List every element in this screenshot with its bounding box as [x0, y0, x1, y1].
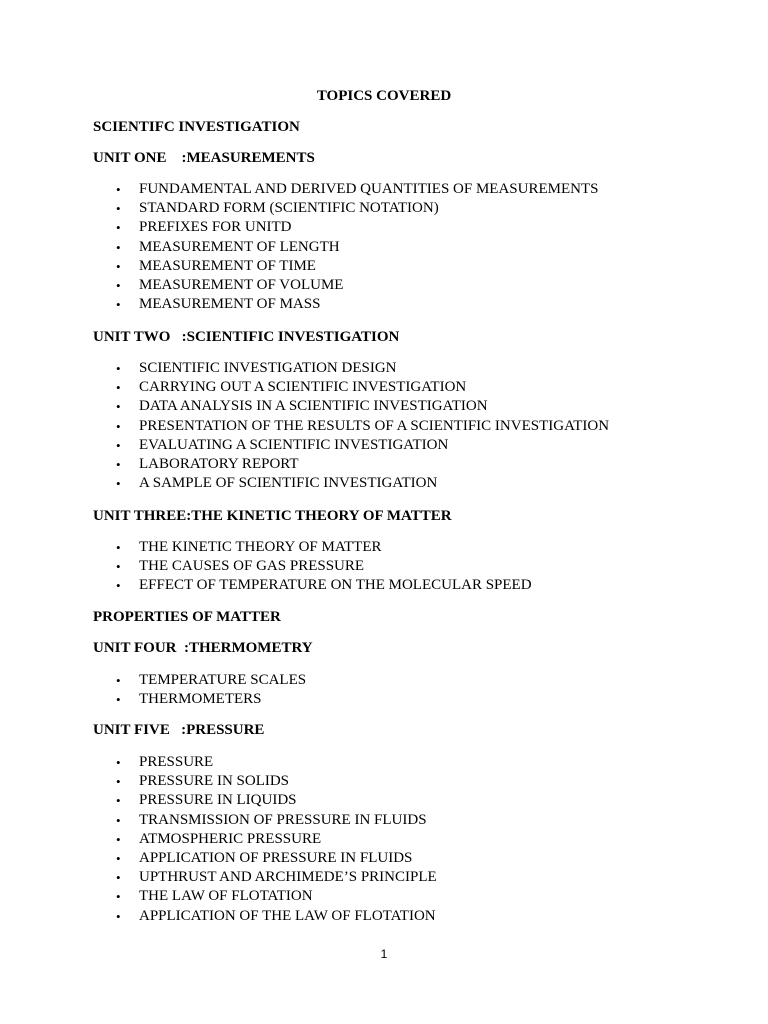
bullet-icon: •: [116, 456, 121, 472]
list-item-text: THERMOMETERS: [139, 691, 262, 708]
bullet-icon: •: [116, 578, 121, 594]
bullet-icon: •: [116, 418, 121, 434]
page-title: TOPICS COVERED: [316, 88, 452, 104]
list-item-text: PRESSURE: [139, 754, 214, 770]
list-item: [93, 397, 609, 416]
list-item-text: PREFIXES FOR UNITD: [139, 219, 292, 236]
bullet-icon: •: [116, 908, 121, 924]
list-item-text: PRESENTATION OF THE RESULTS OF A SCIENTIFIC INVESTIGATION: [139, 417, 610, 434]
list-item: [93, 218, 599, 237]
list-item: [93, 199, 599, 218]
unit-one-topic-list: [93, 180, 599, 314]
bullet-icon: •: [116, 399, 121, 415]
list-item-text: THE CAUSES OF GAS PRESSURE: [139, 558, 365, 575]
list-item-text: APPLICATION OF PRESSURE IN FLUIDS: [139, 849, 413, 866]
list-item-text: UPTHRUST AND ARCHIMEDE’S PRINCIPLE: [139, 869, 437, 886]
bullet-icon: •: [116, 831, 121, 847]
list-item-text: THE KINETIC THEORY OF MATTER: [139, 539, 382, 555]
list-item-text: MEASUREMENT OF VOLUME: [139, 276, 344, 293]
list-item: [93, 557, 532, 576]
list-item: [93, 180, 599, 199]
list-item: [93, 378, 609, 397]
list-item: [93, 690, 306, 709]
list-item: [93, 295, 599, 314]
list-item-text: APPLICATION OF THE LAW OF FLOTATION: [139, 907, 436, 924]
bullet-icon: •: [116, 277, 121, 293]
bullet-icon: •: [116, 870, 121, 886]
list-item-text: TRANSMISSION OF PRESSURE IN FLUIDS: [139, 811, 427, 828]
list-item-text: FUNDAMENTAL AND DERIVED QUANTITIES OF MEASUREMENTS: [139, 181, 599, 197]
bullet-icon: •: [116, 540, 121, 555]
list-item: [93, 907, 437, 926]
list-item-text: MEASUREMENT OF TIME: [139, 257, 316, 274]
unit-one-heading: UNIT ONE :MEASUREMENTS: [93, 150, 315, 166]
bullet-icon: •: [116, 559, 121, 575]
list-item-text: DATA ANALYSIS IN A SCIENTIFIC INVESTIGATION: [139, 398, 488, 415]
list-item-text: EVALUATING A SCIENTIFIC INVESTIGATION: [139, 436, 449, 453]
list-item-text: PRESSURE IN LIQUIDS: [139, 792, 297, 809]
bullet-icon: •: [116, 692, 121, 708]
list-item: [93, 436, 609, 455]
list-item: [93, 671, 306, 690]
list-item-text: STANDARD FORM (SCIENTIFIC NOTATION): [139, 200, 439, 217]
list-item-text: A SAMPLE OF SCIENTIFIC INVESTIGATION: [139, 475, 438, 492]
list-item-text: THE LAW OF FLOTATION: [139, 888, 313, 905]
bullet-icon: •: [116, 239, 121, 255]
bullet-icon: •: [116, 774, 121, 790]
list-item-text: MEASUREMENT OF MASS: [139, 296, 321, 313]
bullet-icon: •: [116, 889, 121, 905]
list-item: [93, 849, 437, 868]
unit-four-heading: UNIT FOUR :THERMOMETRY: [93, 640, 313, 656]
page-number: 1: [380, 947, 388, 961]
unit-five-heading: UNIT FIVE :PRESSURE: [93, 722, 265, 738]
bullet-icon: •: [116, 812, 121, 828]
list-item: [93, 753, 437, 772]
bullet-icon: •: [116, 297, 121, 313]
bullet-icon: •: [116, 437, 121, 453]
unit-five-topic-list: [93, 753, 437, 926]
list-item-text: CARRYING OUT A SCIENTIFIC INVESTIGATION: [139, 379, 467, 396]
section-heading-properties-of-matter: PROPERTIES OF MATTER: [93, 609, 281, 625]
list-item: [93, 238, 599, 257]
list-item-text: MEASUREMENT OF LENGTH: [139, 238, 340, 255]
section-heading-scientific-investigation: SCIENTIFC INVESTIGATION: [93, 119, 300, 135]
list-item-text: EFFECT OF TEMPERATURE ON THE MOLECULAR SPEED: [139, 577, 532, 594]
bullet-icon: •: [116, 361, 121, 376]
list-item: [93, 830, 437, 849]
list-item: [93, 576, 532, 595]
list-item: [93, 417, 609, 436]
list-item: [93, 359, 609, 378]
bullet-icon: •: [116, 476, 121, 492]
list-item: [93, 276, 599, 295]
unit-two-heading: UNIT TWO :SCIENTIFIC INVESTIGATION: [93, 329, 400, 345]
list-item-text: TEMPERATURE SCALES: [139, 672, 307, 688]
list-item: [93, 474, 609, 493]
unit-two-topic-list: [93, 359, 609, 493]
list-item-text: PRESSURE IN SOLIDS: [139, 773, 290, 790]
unit-three-topic-list: [93, 538, 532, 596]
list-item: [93, 868, 437, 887]
list-item: [93, 257, 599, 276]
list-item: [93, 791, 437, 810]
bullet-icon: •: [116, 850, 121, 866]
list-item-text: LABORATORY REPORT: [139, 455, 299, 472]
bullet-icon: •: [116, 258, 121, 274]
list-item: [93, 538, 532, 557]
list-item: [93, 455, 609, 474]
list-item-text: ATMOSPHERIC PRESSURE: [139, 830, 322, 847]
unit-three-heading: UNIT THREE:THE KINETIC THEORY OF MATTER: [93, 508, 452, 524]
list-item: [93, 887, 437, 906]
bullet-icon: •: [116, 755, 121, 770]
list-item-text: SCIENTIFIC INVESTIGATION DESIGN: [139, 360, 397, 376]
unit-four-topic-list: [93, 671, 306, 709]
bullet-icon: •: [116, 673, 121, 688]
bullet-icon: •: [116, 201, 121, 217]
bullet-icon: •: [116, 793, 121, 809]
list-item: [93, 772, 437, 791]
list-item: [93, 811, 437, 830]
bullet-icon: •: [116, 380, 121, 396]
bullet-icon: •: [116, 182, 121, 197]
bullet-icon: •: [116, 220, 121, 236]
